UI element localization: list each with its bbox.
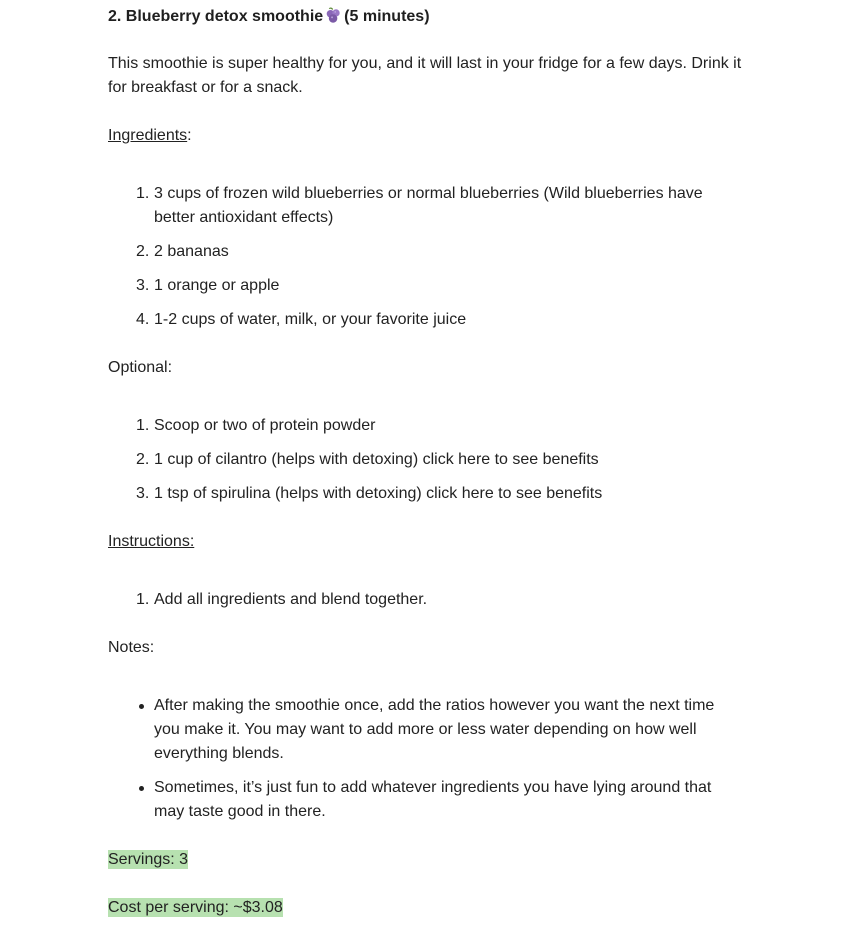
ingredients-colon: : xyxy=(187,127,192,144)
cost-text: Cost per serving: ~$3.08 xyxy=(108,899,283,916)
instructions-list xyxy=(136,588,716,622)
title-text: 2. Blueberry detox smoothie xyxy=(108,8,324,25)
blueberry-icon xyxy=(325,7,342,24)
list-text: 3 cups of frozen wild blueberries or normal blueberries (Wild blueberries have better antioxidant effects) xyxy=(154,185,703,226)
list-number: 2. xyxy=(136,243,150,260)
list-text: 1-2 cups of water, milk, or your favorite juice xyxy=(154,311,467,328)
recipe-title xyxy=(108,7,430,27)
list-text: 1 orange or apple xyxy=(154,277,280,294)
list-item xyxy=(136,588,716,612)
title-duration: (5 minutes) xyxy=(344,8,430,25)
list-number: 4. xyxy=(136,311,150,328)
list-item xyxy=(136,414,716,438)
list-number: 1. xyxy=(136,417,150,434)
list-number: 1. xyxy=(136,185,150,202)
instructions-heading: Instructions: xyxy=(108,533,195,550)
list-item xyxy=(136,482,716,506)
cost-line xyxy=(108,898,283,918)
optional-heading: Optional: xyxy=(108,359,173,376)
bullet-icon xyxy=(139,786,144,791)
list-number: 1. xyxy=(136,591,150,608)
list-text: Add all ingredients and blend together. xyxy=(154,591,428,608)
ingredients-list xyxy=(136,182,716,342)
bullet-icon xyxy=(139,704,144,709)
list-number: 3. xyxy=(136,277,150,294)
list-item xyxy=(136,274,716,298)
list-item xyxy=(136,182,716,230)
list-text: Sometimes, it’s just fun to add whatever ingredients you have lying around that may taste good in there. xyxy=(154,779,712,820)
servings-text: Servings: 3 xyxy=(108,851,189,868)
list-text: 1 tsp of spirulina (helps with detoxing) click here to see benefits xyxy=(154,485,603,502)
list-number: 3. xyxy=(136,485,150,502)
list-text: 2 bananas xyxy=(154,243,229,260)
list-text: 1 cup of cilantro (helps with detoxing) click here to see benefits xyxy=(154,451,599,468)
optional-list xyxy=(136,414,716,516)
list-text: After making the smoothie once, add the ratios however you want the next time you make it. You may want to add more or less water depending on how well everything blends. xyxy=(154,697,715,762)
list-item xyxy=(136,240,716,264)
ingredients-heading xyxy=(108,126,192,146)
list-number: 2. xyxy=(136,451,150,468)
list-item xyxy=(136,694,716,766)
servings-line xyxy=(108,850,188,870)
list-item xyxy=(136,776,716,824)
list-item xyxy=(136,448,716,472)
list-item xyxy=(136,308,716,332)
ingredients-label: Ingredients xyxy=(108,127,188,144)
list-text: Scoop or two of protein powder xyxy=(154,417,376,434)
intro-paragraph: This smoothie is super healthy for you, and it will last in your fridge for a few days. Drink it for breakfast or for a snack. xyxy=(108,55,742,96)
notes-list xyxy=(136,694,716,834)
notes-heading: Notes: xyxy=(108,639,155,656)
